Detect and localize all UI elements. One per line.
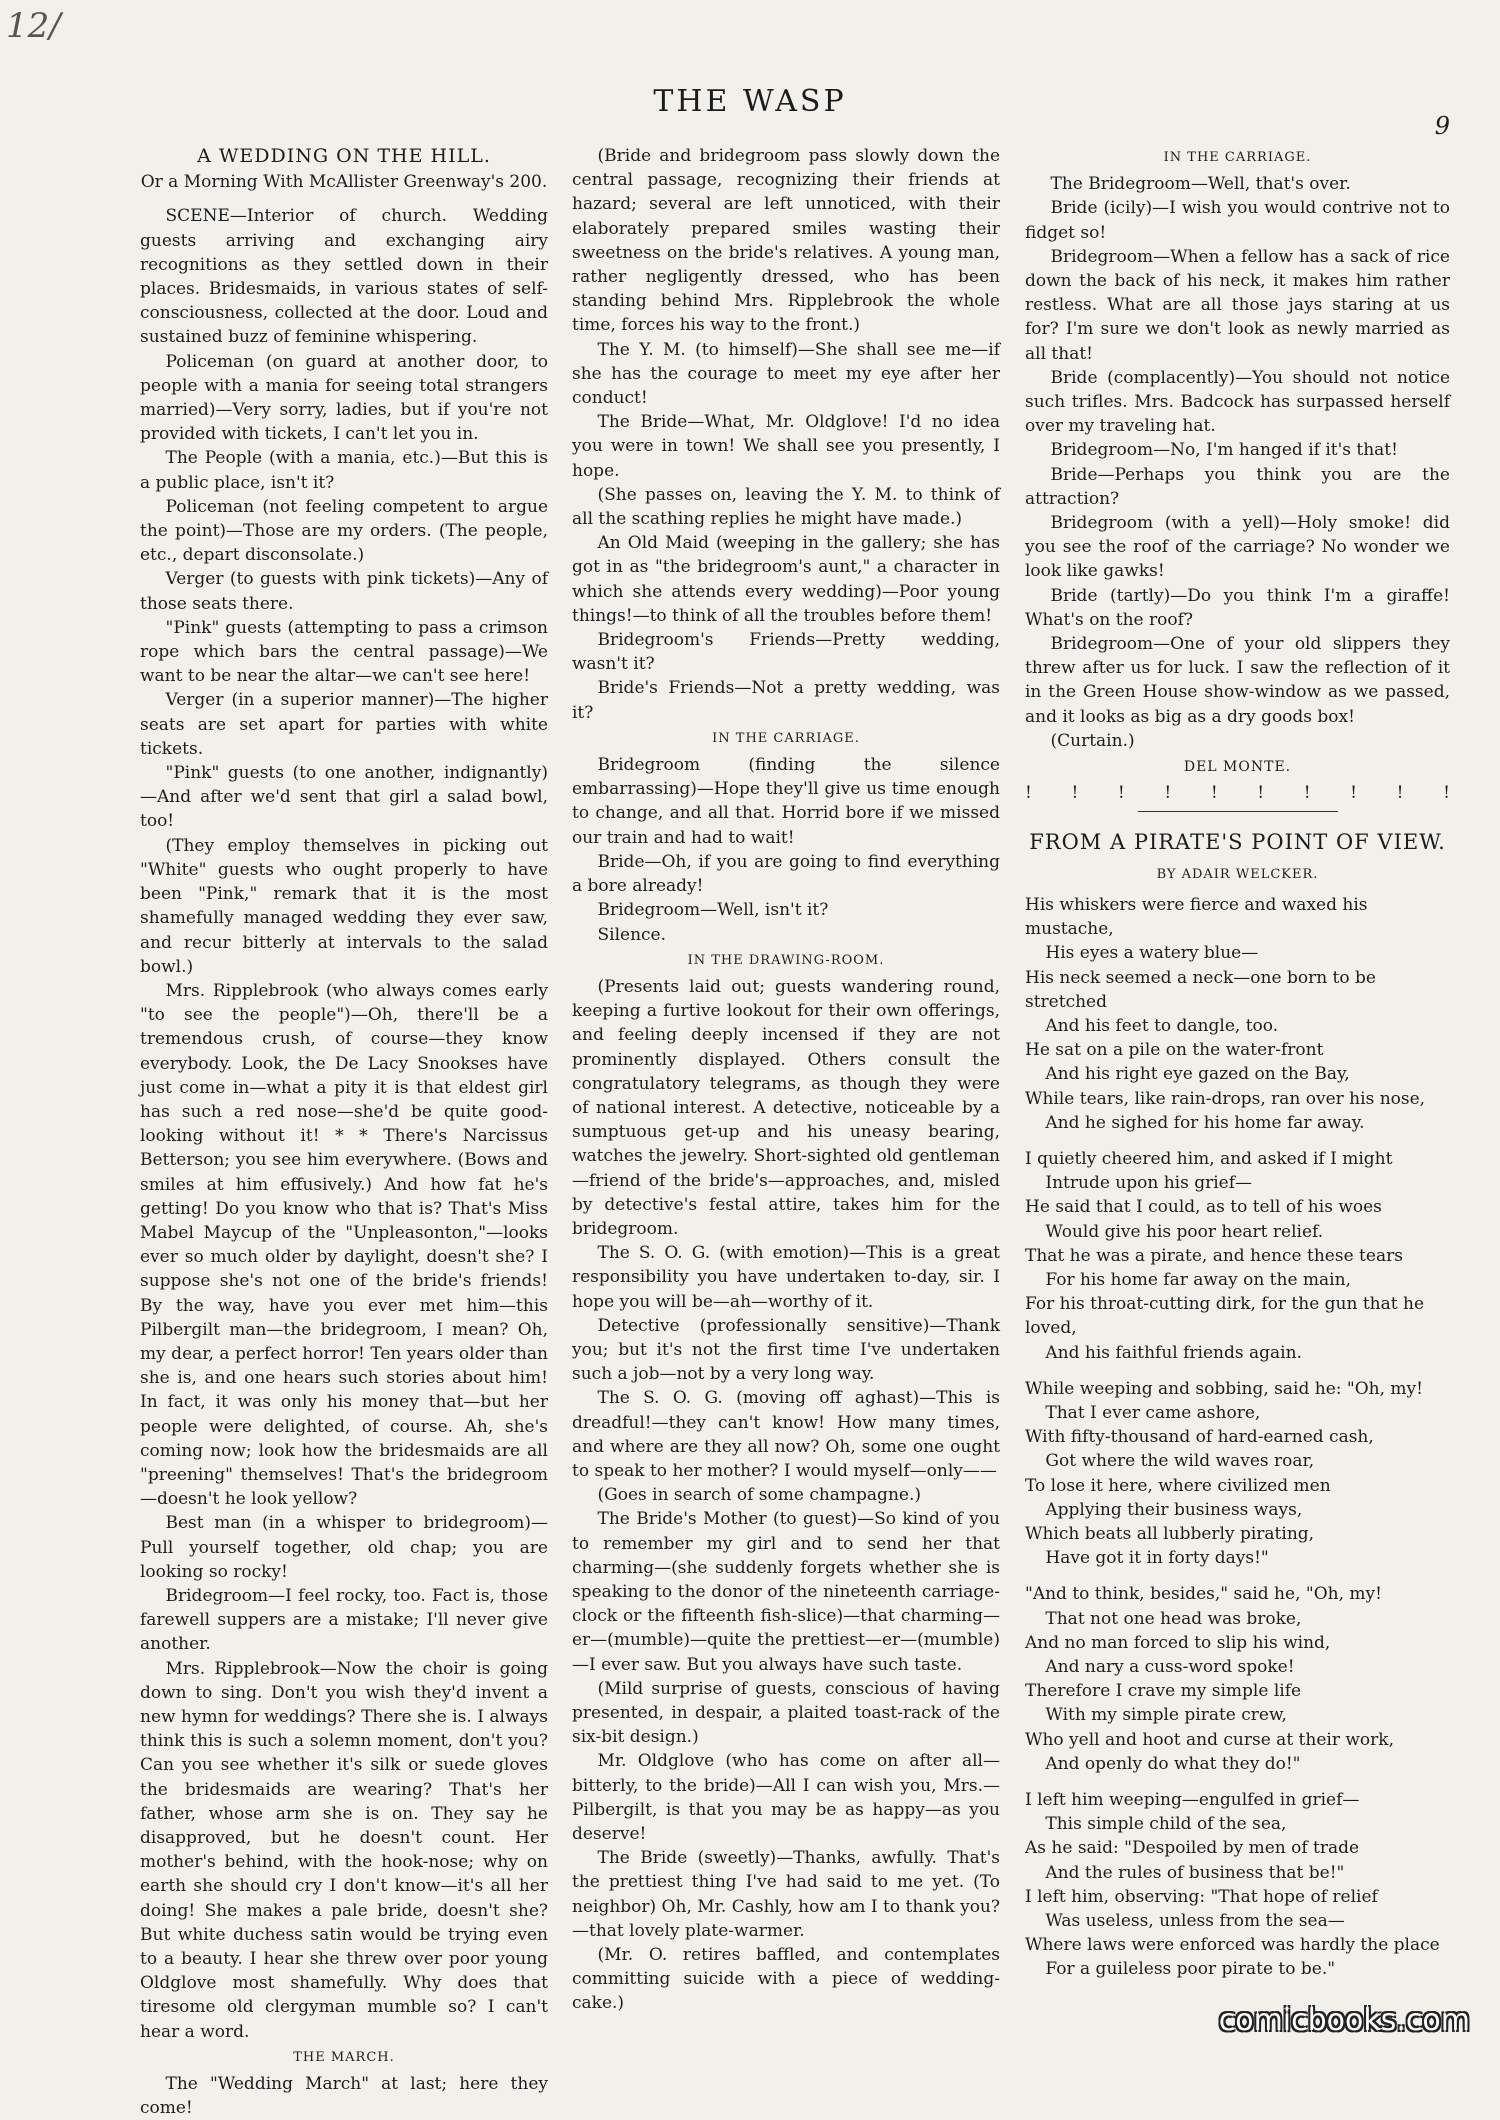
exclamation-mark: !: [1164, 783, 1172, 804]
paragraph: Bride (tartly)—Do you think I'm a giraffe! What's on the roof?: [1025, 585, 1450, 630]
exclamation-mark: !: [1210, 783, 1218, 804]
paragraph: Bridegroom's Friends—Pretty wedding, wasn't it?: [572, 630, 1000, 675]
paragraph: Bride—Oh, if you are going to find everything a bore already!: [572, 851, 1000, 897]
poem: [1025, 893, 1450, 1982]
poem-line: And the rules of business that be!": [1045, 1862, 1345, 1883]
poem-line: And his right eye gazed on the Bay,: [1045, 1064, 1350, 1085]
paragraph: The Bride (sweetly)—Thanks, awfully. That's the prettiest thing I've had said to me yet. (To neighbor) Oh, Mr. Cashly, how am I to thank you?—that lovely plate-warmer.: [572, 1848, 1000, 1941]
poem-stanza: [1025, 1788, 1450, 1982]
poem-line: To lose it here, where civilized men: [1025, 1475, 1331, 1496]
paragraph: The S. O. G. (moving off aghast)—This is dreadful!—they can't know! How many times, and where are they all now? Oh, some one ought to speak to her mother? I would myself—only——: [572, 1388, 1000, 1481]
poem-line: His whiskers were fierce and waxed his mustache,: [1025, 894, 1368, 940]
poem-line: Intrude upon his grief—: [1045, 1173, 1253, 1194]
poem-line: With my simple pirate crew,: [1045, 1705, 1287, 1726]
paragraph: Detective (professionally sensitive)—Thank you; but it's not the first time I've undertaken such a job—not by a very long way.: [572, 1315, 1000, 1385]
paragraph: Verger (in a superior manner)—The higher seats are set apart for parties with white tickets.: [140, 690, 548, 759]
exclamation-mark: !: [1257, 783, 1265, 804]
paragraph: Mrs. Ripplebrook—Now the choir is going down to sing. Don't you wish they'd invent a new hymn for weddings? There she is. I always think this is such a solemn moment, don't you? Can you see whether it's silk or suede gloves the bridesmaids are wearing? That's her father, whose arm she is on. They say he disapproved, but he doesn't count. Her mother's behind, with the hook-nose; why on earth she should cry I don't know—it's all her doing! She makes a pale bride, doesn't she? But white duchess satin would be trying even to a beauty. I hear she threw over poor young Oldglove most shamefully. Why does that tiresome old clergyman mumble so? I can't hear a word.: [140, 1658, 548, 2042]
poem-line: "And to think, besides," said he, "Oh, my!: [1025, 1584, 1382, 1605]
exclamation-mark: !: [1396, 783, 1404, 804]
paragraph: Bridegroom (with a yell)—Holy smoke! did you see the roof of the carriage? No wonder we look like gawks!: [1025, 513, 1450, 582]
paragraph: An Old Maid (weeping in the gallery; she has got in as "the bridegroom's aunt," a character in which she attends every wedding)—Poor young things!—to think of all the troubles before them!: [572, 533, 1000, 626]
paragraph: Bridegroom—I feel rocky, too. Fact is, those farewell suppers are a mistake; I'll never give another.: [140, 1585, 548, 1655]
poem-line: His neck seemed a neck—one born to be stretched: [1025, 967, 1376, 1012]
paragraph: Bride—Perhaps you think you are the attraction?: [1025, 464, 1450, 509]
paragraph: Bride (icily)—I wish you would contrive not to fidget so!: [1025, 198, 1450, 243]
poem-line: I quietly cheered him, and asked if I might: [1025, 1148, 1393, 1169]
corner-mark: 12/: [6, 6, 61, 46]
paragraph: Bridegroom—When a fellow has a sack of rice down the back of his neck, it makes him rather restless. What are all those jays staring at us for? I'm sure we don't look as newly married as all that!: [1025, 246, 1450, 364]
paragraph: The S. O. G. (with emotion)—This is a great responsibility you have undertaken to-day, sir. I hope you will be—ah—worthy of it.: [572, 1243, 1000, 1312]
poem-line: As he said: "Despoiled by men of trade: [1025, 1838, 1360, 1859]
paragraph: Mrs. Ripplebrook (who always comes early "to see the people")—Oh, there'll be a tremendous crush, of course—they know everybody. Look, the De Lacy Snookses have just come in—what a pity it is that eldest girl has such a red nose—she'd be quite good-looking without it! * * There's Narcissus Betterson; you see him everywhere. (Bows and smiles at him effusively.) And how fat he's getting! Do you know who that is? That's Miss Mabel Maycup of the "Unpleasonton,"—looks ever so much older by daylight, doesn't she? I suppose she's not one of the bride's friends! By the way, have you ever met him—this Pilbergilt man—the bridegroom, I mean? Oh, my dear, a perfect horror! Ten years older than she is, and one hears such stories about him! In fact, it was only his money that—but her people were delighted, of course. Ah, she's coming now; look how the bridesmaids are all "preening" themselves! That's the bridegroom—doesn't he look yellow?: [140, 980, 548, 1510]
column-3-paragraphs: [1025, 172, 1450, 753]
exclamation-row: [1025, 781, 1450, 805]
paragraph: The Y. M. (to himself)—She shall see me—if she has the courage to meet my eye after her conduct!: [572, 339, 1000, 409]
poem-line: While weeping and sobbing, said he: "Oh, my!: [1025, 1378, 1423, 1399]
paragraph: Bride (complacently)—You should not notice such trifles. Mrs. Badcock has surpassed herself over my traveling hat.: [1025, 367, 1450, 437]
article-subtitle: Or a Morning With McAllister Greenway's 200.: [140, 172, 548, 193]
paragraph: (Mr. O. retires baffled, and contemplates committing suicide with a piece of wedding-cake.): [572, 1945, 1000, 2014]
poem-line: And no man forced to slip his wind,: [1025, 1632, 1331, 1653]
poem-line: Have got it in forty days!": [1045, 1548, 1269, 1569]
paragraph: (Bride and bridegroom pass slowly down the central passage, recognizing their friends at hazard; several are left unnoticed, with their elaborately prepared smiles wasting their sweetness on the bride's relatives. A young man, rather negligently dressed, who has been standing behind Mrs. Ripplebrook the whole time, forces his way to the front.): [572, 146, 1000, 336]
poem-stanza: [1025, 893, 1450, 1135]
paragraph: (Mild surprise of guests, conscious of having presented, in despair, a plaited toast-rack of the six-bit design.): [572, 1678, 1000, 1748]
paragraph: The Bridegroom—Well, that's over.: [1050, 174, 1351, 195]
paragraph: (Goes in search of some champagne.): [597, 1485, 921, 1506]
exclamation-mark: !: [1117, 783, 1125, 804]
paragraph: (They employ themselves in picking out "White" guests who ought properly to have been "Pink," remark that it is the most shamefully managed wedding they ever saw, and recur bitterly at intervals to the salad bowl.): [140, 835, 548, 977]
watermark: comicbooks.com: [1218, 2003, 1470, 2038]
page-number: 9: [1434, 112, 1450, 140]
column-2: [572, 144, 1000, 2014]
column-2-paragraphs-b: [572, 753, 1000, 947]
poem-line: He said that I could, as to tell of his woes: [1025, 1197, 1382, 1218]
poem-line: That not one head was broke,: [1045, 1608, 1302, 1629]
poem-line: Which beats all lubberly pirating,: [1025, 1523, 1315, 1544]
poem-title: FROM A PIRATE'S POINT OF VIEW.: [1029, 830, 1446, 855]
poem-stanza: [1025, 1582, 1450, 1776]
signature: DEL MONTE.: [1183, 759, 1292, 776]
section-heading: IN THE DRAWING-ROOM.: [687, 952, 885, 968]
paragraph: Mr. Oldglove (who has come on after all—bitterly, to the bride)—All I can wish you, Mrs.—Pilbergilt, is that you may be as happy—as you deserve!: [572, 1751, 1000, 1845]
poem-line: With fifty-thousand of hard-earned cash,: [1025, 1427, 1374, 1448]
exclamation-mark: !: [1071, 783, 1079, 804]
paragraph: Bridegroom—One of your old slippers they threw after us for luck. I saw the reflection of it in the Green House show-window as we passed, and it looks as big as a dry goods box!: [1025, 634, 1450, 727]
poem-line: While tears, like rain-drops, ran over his nose,: [1025, 1088, 1426, 1109]
poem-stanza: [1025, 1147, 1450, 1365]
paragraph: (She passes on, leaving the Y. M. to think of all the scathing replies he might have made.): [572, 484, 1000, 530]
poem-line: That he was a pirate, and hence these tears: [1025, 1245, 1403, 1266]
poem-line: And he sighed for his home far away.: [1045, 1112, 1365, 1133]
paragraph: "Pink" guests (attempting to pass a crimson rope which bars the central passage)—We want to be near the altar—we can't see here!: [140, 617, 548, 687]
paragraph: SCENE—Interior of church. Wedding guests arriving and exchanging airy recognitions as they settled down in their places. Bridesmaids, in various states of self-consciousness, collected at the door. Loud and sustained buzz of feminine whispering.: [140, 206, 548, 348]
paragraph: Policeman (not feeling competent to argue the point)—Those are my orders. (The people, etc., depart disconsolate.): [140, 496, 548, 566]
poem-line: Who yell and hoot and curse at their work,: [1025, 1729, 1394, 1750]
exclamation-mark: !: [1443, 783, 1450, 804]
poem-line: Where laws were enforced was hardly the place: [1025, 1935, 1440, 1956]
exclamation-mark: !: [1303, 783, 1311, 804]
poem-line: For his home far away on the main,: [1045, 1269, 1351, 1290]
poem-line: He sat on a pile on the water-front: [1025, 1040, 1324, 1061]
paragraph: (Presents laid out; guests wandering round, keeping a furtive lookout for their own offerings, and feeling deeply incensed if they are not prominently displayed. Others consult the congratulatory telegrams, as though they were of national interest. A detective, noticeable by a sumptuous get-up and his uneasy bearing, watches the jewelry. Short-sighted old gentleman—friend of the bride's—approaches, and, misled by detective's festal attire, takes him for the bridegroom.: [572, 976, 1000, 1239]
poem-line: His eyes a watery blue—: [1045, 943, 1259, 964]
poem-line: And his feet to dangle, too.: [1045, 1015, 1279, 1036]
article-title: A WEDDING ON THE HILL.: [197, 145, 491, 167]
poem-line: Applying their business ways,: [1045, 1499, 1303, 1520]
paragraph: Policeman (on guard at another door, to people with a mania for seeing total strangers married)—Very sorry, ladies, but if you're not provided with tickets, I can't let you in.: [140, 351, 548, 445]
masthead: THE WASP: [653, 84, 847, 119]
paragraph: (Curtain.): [1050, 730, 1135, 751]
poem-stanza: [1025, 1377, 1450, 1571]
poem-line: And nary a cuss-word spoke!: [1045, 1656, 1295, 1677]
paragraph: The Bride—What, Mr. Oldglove! I'd no idea you were in town! We shall see you presently, I hope.: [572, 412, 1000, 481]
paragraph: Best man (in a whisper to bridegroom)—Pull yourself together, old chap; you are looking so rocky!: [140, 1513, 548, 1582]
column-1: [140, 144, 548, 2119]
poem-line: Would give his poor heart relief.: [1045, 1221, 1324, 1242]
section-heading: IN THE CARRIAGE.: [1163, 150, 1312, 165]
section-heading: THE MARCH.: [293, 2049, 395, 2065]
poem-line: And his faithful friends again.: [1045, 1342, 1302, 1363]
poem-line: Therefore I crave my simple life: [1025, 1681, 1302, 1702]
paragraph: Silence.: [597, 924, 667, 945]
paragraph: The Bride's Mother (to guest)—So kind of you to remember my girl and to send her that charming—(she suddenly forgets whether she is speaking to the donor of the nineteenth carriage-clock or the fifteenth fish-slice)—that charming—er—(mumble)—quite the prettiest—er—(mumble)—I ever saw. But you always have such taste.: [572, 1509, 1000, 1675]
paragraph: The People (with a mania, etc.)—But this is a public place, isn't it?: [140, 448, 548, 493]
poem-line: That I ever came ashore,: [1045, 1402, 1261, 1423]
poem-line: And openly do what they do!": [1045, 1753, 1301, 1774]
poem-line: Was useless, unless from the sea—: [1045, 1911, 1345, 1932]
paragraph: "Pink" guests (to one another, indignantly)—And after we'd sent that girl a salad bowl, too!: [140, 763, 548, 832]
poem-line: This simple child of the sea,: [1045, 1814, 1287, 1835]
poem-line: For a guileless poor pirate to be.": [1045, 1959, 1336, 1980]
paragraph: Bridegroom—Well, isn't it?: [597, 900, 829, 921]
paragraph: Bridegroom (finding the silence embarrassing)—Hope they'll give us time enough to change, and all that. Horrid bore if we missed our train and had to wait!: [572, 755, 1000, 848]
column-1-paragraphs: [140, 204, 548, 2043]
paragraph: Bridegroom—No, I'm hanged if it's that!: [1050, 440, 1398, 461]
section-heading: IN THE CARRIAGE.: [712, 730, 860, 746]
column-3: [1025, 144, 1450, 1980]
column-2-paragraphs-a: [572, 144, 1000, 725]
paragraph: The "Wedding March" at last; here they come!: [140, 2074, 548, 2119]
poem-line: For his throat-cutting dirk, for the gun that he loved,: [1025, 1294, 1425, 1339]
byline: BY ADAIR WELCKER.: [1156, 866, 1319, 882]
poem-line: I left him weeping—engulfed in grief—: [1025, 1790, 1360, 1810]
exclamation-mark: !: [1025, 783, 1032, 804]
paragraph: Bride's Friends—Not a pretty wedding, was it?: [572, 678, 1000, 723]
column-2-paragraphs-c: [572, 975, 1000, 2016]
poem-line: I left him, observing: "That hope of relief: [1025, 1886, 1378, 1907]
divider: [1138, 811, 1338, 812]
poem-line: Got where the wild waves roar,: [1045, 1451, 1315, 1472]
exclamation-mark: !: [1350, 783, 1358, 804]
paragraph: Verger (to guests with pink tickets)—Any of those seats there.: [140, 569, 548, 614]
